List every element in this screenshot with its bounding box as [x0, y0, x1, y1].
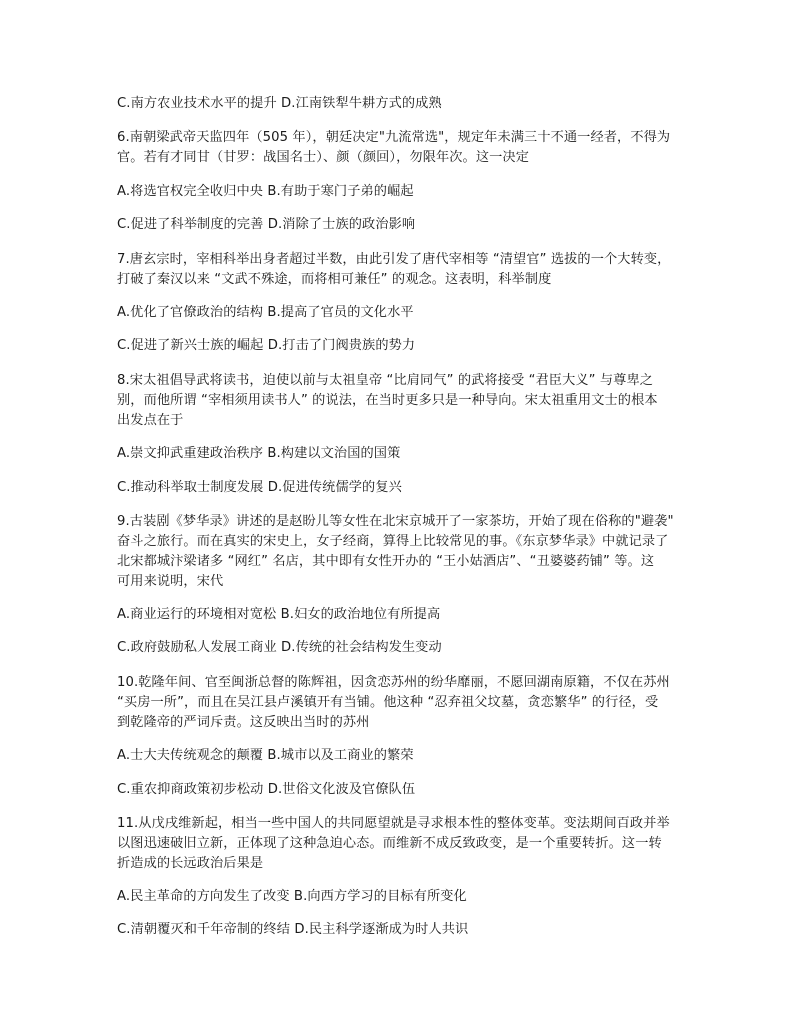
question-8-text: 别，而他所谓 “宰相须用读书人” 的说法，在当时更多只是一种导向。宋太祖重用文士的根本: [117, 393, 658, 408]
question-10-options: A.士大夫传统观念的颠覆 B.城市以及工商业的繁荣: [117, 748, 414, 763]
question-9-text: 9.古装剧《梦华录》讲述的是赵盼儿等女性在北宋京城开了一家茶坊，开始了现在俗称的"避袭": [117, 514, 674, 529]
question-10-options: C.重农抑商政策初步松动 D.世俗文化波及官僚队伍: [117, 782, 416, 797]
question-9-options: C.政府鼓励私人发展工商业 D.传统的社会结构发生变动: [117, 640, 442, 655]
question-10-text: “买房一所”，而且在吴江县卢溪镇开有当铺。他这种 “忍弃祖父坟墓，贪恋繁华” 的行径，受: [117, 695, 659, 710]
question-9-text: 可用来说明，宋代: [117, 574, 224, 589]
question-9-options: A.商业运行的环境相对宽松 B.妇女的政治地位有所提高: [117, 607, 441, 622]
question-6-text: 官。若有才同甘（甘罗：战国名士）、颜（颜回），勿限年次。这一决定: [117, 150, 529, 165]
option-line: C.南方农业技术水平的提升 D.江南铁犁牛耕方式的成熟: [117, 96, 442, 111]
question-10-text: 10.乾隆年间、官至闽浙总督的陈辉祖，因贪恋苏州的纷华靡丽，不愿回湖南原籍，不仅在苏州: [117, 675, 670, 690]
question-7-text: 7.唐玄宗时，宰相科举出身者超过半数，由此引发了唐代宰相等 “清望官” 选拔的一个大转变，: [117, 252, 671, 267]
question-7-text: 打破了秦汉以来 “文武不殊途，而将相可兼任” 的观念。这表明，科举制度: [117, 272, 552, 287]
question-8-text: 出发点在于: [117, 413, 184, 428]
question-11-options: C.清朝覆灭和千年帝制的终结 D.民主科学逐渐成为时人共识: [117, 922, 469, 937]
question-6-text: 6.南朝梁武帝天监四年（505 年），朝廷决定"九流常选"，规定年未满三十不通一经者，不得为: [117, 130, 671, 145]
question-8-options: C.推动科举取士制度发展 D.促进传统儒学的复兴: [117, 480, 402, 495]
question-11-text: 11.从戊戌维新起，相当一些中国人的共同愿望就是寻求根本性的整体变革。变法期间百政并举: [117, 816, 670, 831]
question-10-text: 到乾隆帝的严词斥责。这反映出当时的苏州: [117, 715, 370, 730]
question-7-options: C.促进了新兴士族的崛起 D.打击了门阀贵族的势力: [117, 338, 416, 353]
question-6-options: A.将选官权完全收归中央 B.有助于寒门子弟的崛起: [117, 184, 414, 199]
question-9-text: 奋斗之旅行。而在真实的宋史上，女子经商，算得上比较常见的事。《东京梦华录》中就记录了: [117, 534, 669, 549]
question-11-text: 以图迅速破旧立新，正体现了这种急迫心态。而维新不成反致政变，是一个重要转折。这一转: [117, 836, 662, 851]
question-11-options: A.民主革命的方向发生了改变 B.向西方学习的目标有所变化: [117, 889, 467, 904]
question-8-text: 8.宋太祖倡导武将读书，迫使以前与太祖皇帝 “比肩同气” 的武将接受 “君臣大义” 与尊卑之: [117, 373, 654, 388]
question-8-options: A.崇文抑武重建政治秩序 B.构建以文治国的国策: [117, 446, 401, 461]
question-6-options: C.促进了科举制度的完善 D.消除了士族的政治影响: [117, 217, 416, 232]
question-9-text: 北宋都城汴梁诸多 “网红” 名店，其中即有女性开办的 “王小姑酒店”、“丑婆婆药铺” 等。这: [117, 554, 655, 569]
question-11-text: 折造成的长远政治后果是: [117, 856, 264, 871]
question-7-options: A.优化了官僚政治的结构 B.提高了官员的文化水平: [117, 305, 414, 320]
